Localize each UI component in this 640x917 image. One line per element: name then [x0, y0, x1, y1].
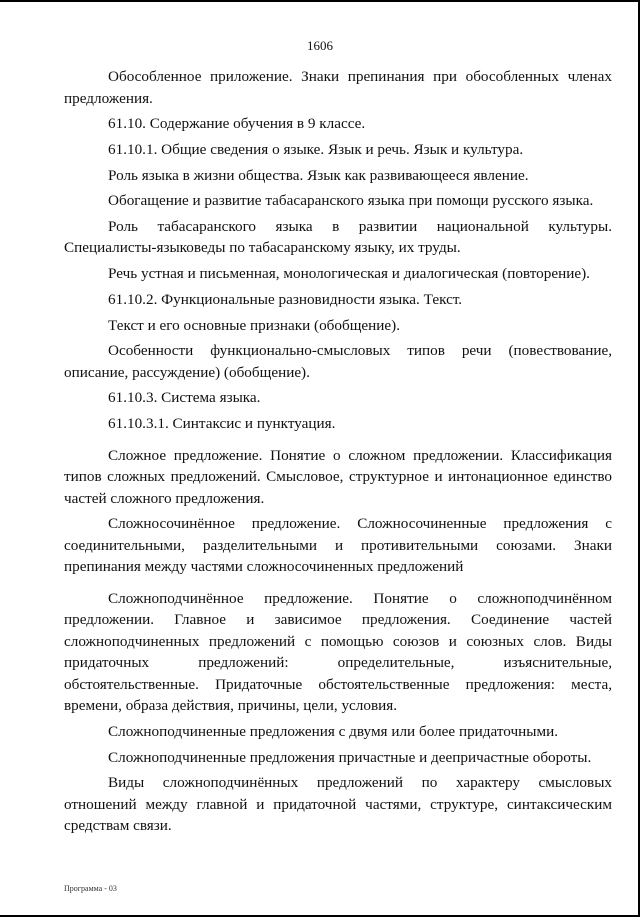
heading-language-system: 61.10.3. Система языка. [108, 389, 261, 407]
paragraph-language-role: Роль языка в жизни общества. Язык как развивающееся явление. [108, 166, 529, 184]
document-body [64, 66, 612, 841]
paragraph-speech-types: Особенности функционально-смысловых типов речи (повествование, описание, рассуждение) (обобщение). [64, 342, 612, 381]
page-footer: Программа - 03 [64, 884, 117, 893]
page-number: 1606 [307, 38, 333, 53]
paragraph-complex-subordinate: Сложноподчинённое предложение. Понятие о сложноподчинённом предложении. Главное и зависимое предложения. Соединение частей сложноподчиненных предложений с помощью союзов и союзных слов. Виды придаточных предложений: определительные, изъяснительные, обстоятельственные. Придаточные обстоятельственные предложения: места, времени, образа действия, причины, цели, условия. [64, 589, 612, 715]
scan-edge-top [0, 0, 640, 2]
paragraph-subordinate-types: Виды сложноподчинённых предложений по характеру смысловых отношений между главной и придаточной частями, структуре, синтаксическим средствам связи. [64, 774, 612, 835]
paragraph-participial-phrases: Сложноподчиненные предложения причастные и деепричастные обороты. [108, 748, 592, 766]
paragraph-text-features: Текст и его основные признаки (обобщение). [108, 316, 401, 334]
paragraph-multiple-clauses: Сложноподчиненные предложения с двумя или более придаточными. [108, 722, 559, 740]
heading-syntax-punctuation: 61.10.3.1. Синтаксис и пунктуация. [108, 415, 336, 433]
paragraph-appositive: Обособленное приложение. Знаки препинания при обособленных членах предложения. [64, 68, 612, 107]
paragraph-complex-sentence: Сложное предложение. Понятие о сложном предложении. Классификация типов сложных предложений. Смысловое, структурное и интонационное единство частей сложного предложения. [64, 446, 612, 507]
heading-functional-varieties: 61.10.2. Функциональные разновидности языка. Текст. [108, 290, 463, 308]
heading-general-info: 61.10.1. Общие сведения о языке. Язык и речь. Язык и культура. [108, 140, 524, 158]
paragraph-compound-sentence: Сложносочинённое предложение. Сложносочиненные предложения с соединительными, разделительными и противительными союзами. Знаки препинания между частями сложносочиненных предложений [64, 515, 612, 576]
paragraph-enrichment: Обогащение и развитие табасаранского языка при помощи русского языка. [108, 192, 594, 210]
paragraph-oral-written-speech: Речь устная и письменная, монологическая и диалогическая (повторение). [108, 265, 590, 283]
heading-grade-9-content: 61.10. Содержание обучения в 9 классе. [108, 115, 366, 133]
paragraph-national-culture: Роль табасаранского языка в развитии национальной культуры. Специалисты-языковеды по табасаранскому языку, их труды. [64, 217, 612, 257]
